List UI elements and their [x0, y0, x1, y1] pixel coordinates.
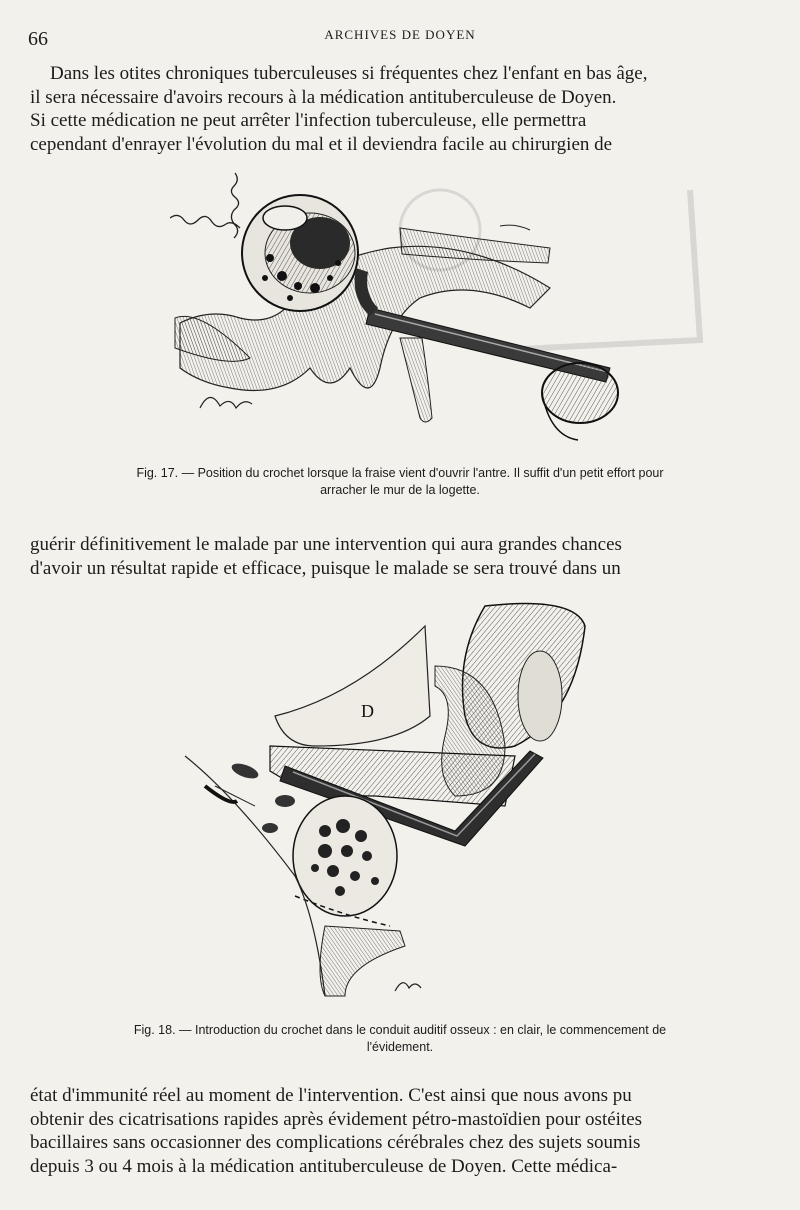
paragraph-3: [30, 1084, 770, 1178]
text-line: Si cette médication ne peut arrêter l'infection tuberculeuse, elle permettra: [30, 110, 587, 131]
text-line: depuis 3 ou 4 mois à la médication antituberculeuse de Doyen. Cette médica-: [30, 1155, 618, 1177]
text-line: obtenir des cicatrisations rapides après évidement pétro-mastoïdien pour ostéites: [30, 1108, 643, 1130]
figure-18-engraving: [175, 596, 595, 1006]
running-title: ARCHIVES DE DOYEN: [324, 27, 476, 42]
paragraph-1: [30, 62, 770, 156]
text-line: il sera nécessaire d'avoirs recours à la médication antituberculeuse de Doyen.: [30, 86, 617, 108]
caption-line: Fig. 17. — Position du crochet lorsque la fraise vient d'ouvrir l'antre. Il suffit d'un petit effort pour: [136, 466, 664, 480]
text-line: état d'immunité réel au moment de l'intervention. C'est ainsi que nous avons pu: [30, 1085, 632, 1106]
caption-line: arracher le mur de la logette.: [320, 483, 480, 497]
text-line: d'avoir un résultat rapide et efficace, puisque le malade se sera trouvé dans un: [30, 557, 621, 579]
figure-17-caption: [30, 465, 770, 499]
figure-17-engraving: [170, 168, 630, 448]
text-line: bacillaires sans occasionner des complications cérébrales chez des sujets soumis: [30, 1132, 641, 1153]
text-line: Dans les otites chroniques tuberculeuses si fréquentes chez l'enfant en bas âge,: [50, 63, 648, 84]
text-line: cependant d'enrayer l'évolution du mal et il deviendra facile au chirurgien de: [30, 133, 613, 155]
caption-line: l'évidement.: [366, 1040, 434, 1054]
figure-18-caption: [30, 1022, 770, 1056]
text-line: guérir définitivement le malade par une intervention qui aura grandes chances: [30, 534, 622, 555]
label-d: D: [361, 701, 374, 721]
paragraph-2: [30, 533, 770, 580]
page-number: 66: [28, 28, 48, 50]
caption-line: Fig. 18. — Introduction du crochet dans le conduit auditif osseux : en clair, le commencement de: [133, 1023, 667, 1037]
